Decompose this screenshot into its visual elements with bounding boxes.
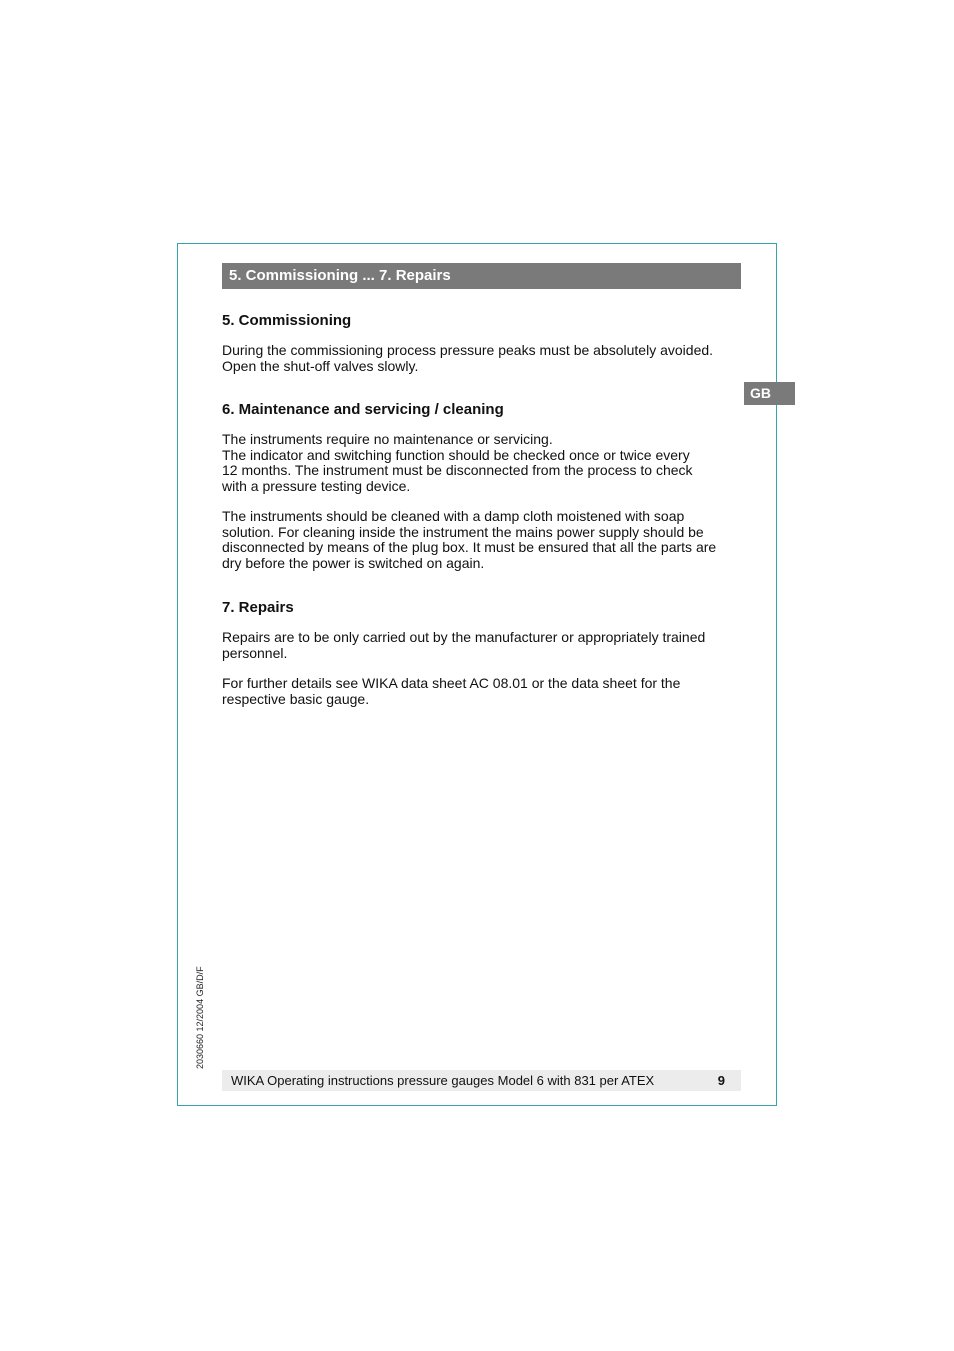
- header-title: 5. Commissioning ... 7. Repairs: [229, 267, 451, 284]
- section-heading-commissioning: 5. Commissioning: [222, 312, 352, 329]
- document-code: 2030660 12/2004 GB/D/F: [195, 966, 205, 1069]
- page-number: 9: [717, 1073, 725, 1088]
- section-heading-maintenance: 6. Maintenance and servicing / cleaning: [222, 401, 504, 418]
- paragraph: The instruments should be cleaned with a damp cloth moistened with soap solution. For cleaning inside the instrument the mains power supply should be disconnected by means of the plug box. It must be ensured that all the parts are dry before the power is switched on again.: [222, 508, 717, 571]
- section-header-bar: [222, 263, 741, 289]
- section-heading-repairs: 7. Repairs: [222, 599, 294, 616]
- paragraph: Repairs are to be only carried out by the manufacturer or appropriately trained personnel.: [222, 629, 706, 661]
- language-tab: [744, 382, 795, 405]
- language-tab-label: GB: [750, 385, 771, 401]
- content: [222, 311, 744, 707]
- paragraph: During the commissioning process pressure peaks must be absolutely avoided. Open the shut-off valves slowly.: [222, 342, 714, 374]
- footer-text: WIKA Operating instructions pressure gauges Model 6 with 831 per ATEX: [231, 1073, 655, 1088]
- footer: [222, 1070, 741, 1091]
- paragraph: For further details see WIKA data sheet AC 08.01 or the data sheet for the respective basic gauge.: [222, 675, 681, 707]
- paragraph: The instruments require no maintenance or servicing. The indicator and switching function should be checked once or twice every 12 months. The instrument must be disconnected from the process to check with a pressure testing device.: [222, 431, 693, 494]
